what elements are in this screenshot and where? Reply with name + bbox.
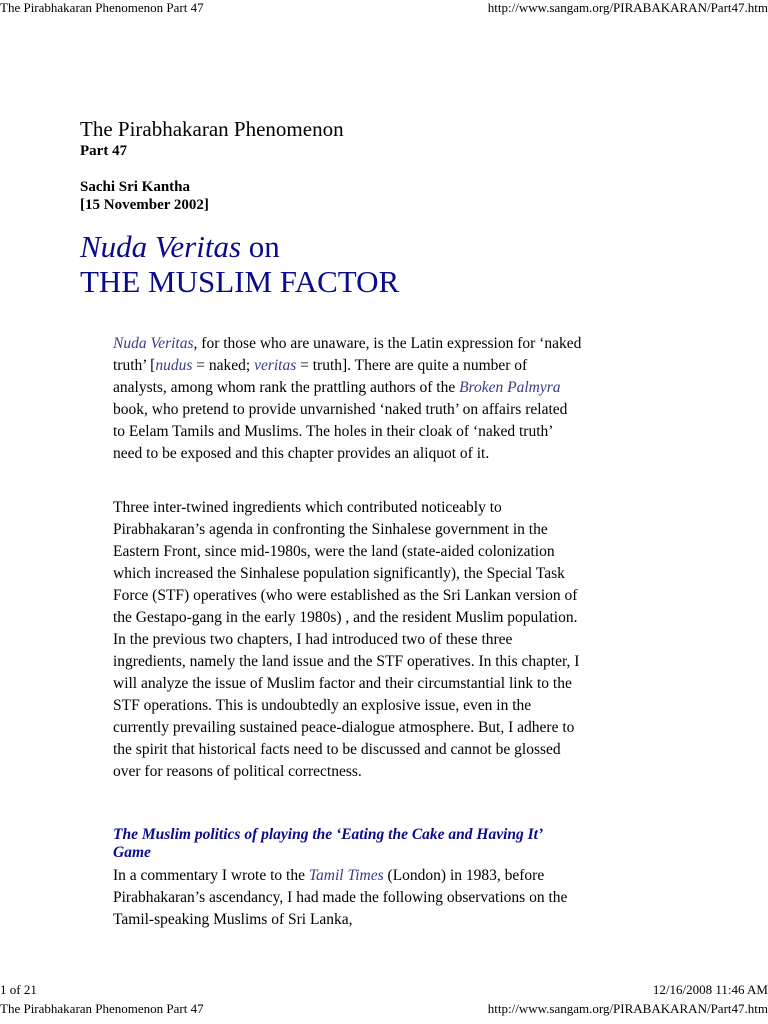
term-tamil-times: Tamil Times [308, 867, 384, 884]
section-subheading: The Muslim politics of playing the ‘Eating the Cake and Having It’ Game [113, 826, 543, 861]
article-author: Sachi Sri Kantha [80, 179, 191, 195]
paragraph-intro [113, 333, 583, 465]
term-broken-palmyra: Broken Palmyra [459, 379, 561, 396]
article-title: The Pirabhakaran Phenomenon [80, 117, 344, 141]
print-header-url[interactable]: http://www.sangam.org/PIRABAKARAN/Part47.htm [487, 0, 768, 15]
paragraph-commentary [113, 865, 583, 931]
term-nudus: nudus [155, 357, 193, 374]
article-part: Part 47 [80, 143, 128, 159]
term-veritas: veritas [254, 357, 297, 374]
paragraph-ingredients: Three inter-twined ingredients which contributed noticeably to Pirabhakaran’s agenda in confronting the Sinhalese government in the Eastern Front, since mid-1980s, were the land (state-aided colonization which increased the Sinhalese population significantly), the Special Task Force (STF) operatives (who were established as the Sri Lankan version of the Gestapo-gang in the early 1980s) , and the resident Muslim population. In the previous two chapters, I had introduced two of these three ingredients, namely the land issue and the STF operatives. In this chapter, I will analyze the issue of Muslim factor and their circumstantial link to the STF operations. This is undoubtedly an explosive issue, even in the currently prevailing sustained peace-dialogue atmosphere. But, I adhere to the spirit that historical facts need to be discussed and cannot be glossed over for reasons of political correctness. [113, 499, 580, 780]
text-segment: , for those who are unaware, is the Latin expression for ‘naked truth’ [ [113, 335, 582, 374]
headline-line-2: THE MUSLIM FACTOR [80, 264, 400, 299]
headline-italic: Nuda Veritas [80, 229, 242, 264]
print-footer-url[interactable]: http://www.sangam.org/PIRABAKARAN/Part47.htm [487, 1001, 768, 1016]
print-footer-timestamp: 12/16/2008 11:46 AM [652, 982, 768, 997]
print-footer-page: 1 of 21 [0, 982, 37, 997]
text-segment: (London) in 1983, before Pirabhakaran’s ascendancy, I had made the following observations on the Tamil-speaking Muslims of Sri Lanka, [113, 867, 568, 928]
print-footer-title: The Pirabhakaran Phenomenon Part 47 [0, 1001, 204, 1016]
article-date: [15 November 2002] [80, 197, 209, 213]
text-segment: book, who pretend to provide unvarnished ‘naked truth’ on affairs related to Eelam Tamils and Muslims. The holes in their cloak of ‘naked truth’ need to be exposed and this chapter provides an aliquot of it. [113, 401, 568, 462]
text-segment: = truth]. There are quite a number of analysts, among whom rank the prattling authors of the [113, 357, 528, 396]
headline-line-1 [80, 229, 280, 265]
text-segment: In a commentary I wrote to the [113, 867, 309, 884]
text-segment: = naked; [192, 357, 255, 374]
term-nuda-veritas: Nuda Veritas [113, 335, 194, 352]
headline-on: on [241, 229, 280, 264]
print-header-title: The Pirabhakaran Phenomenon Part 47 [0, 0, 204, 15]
